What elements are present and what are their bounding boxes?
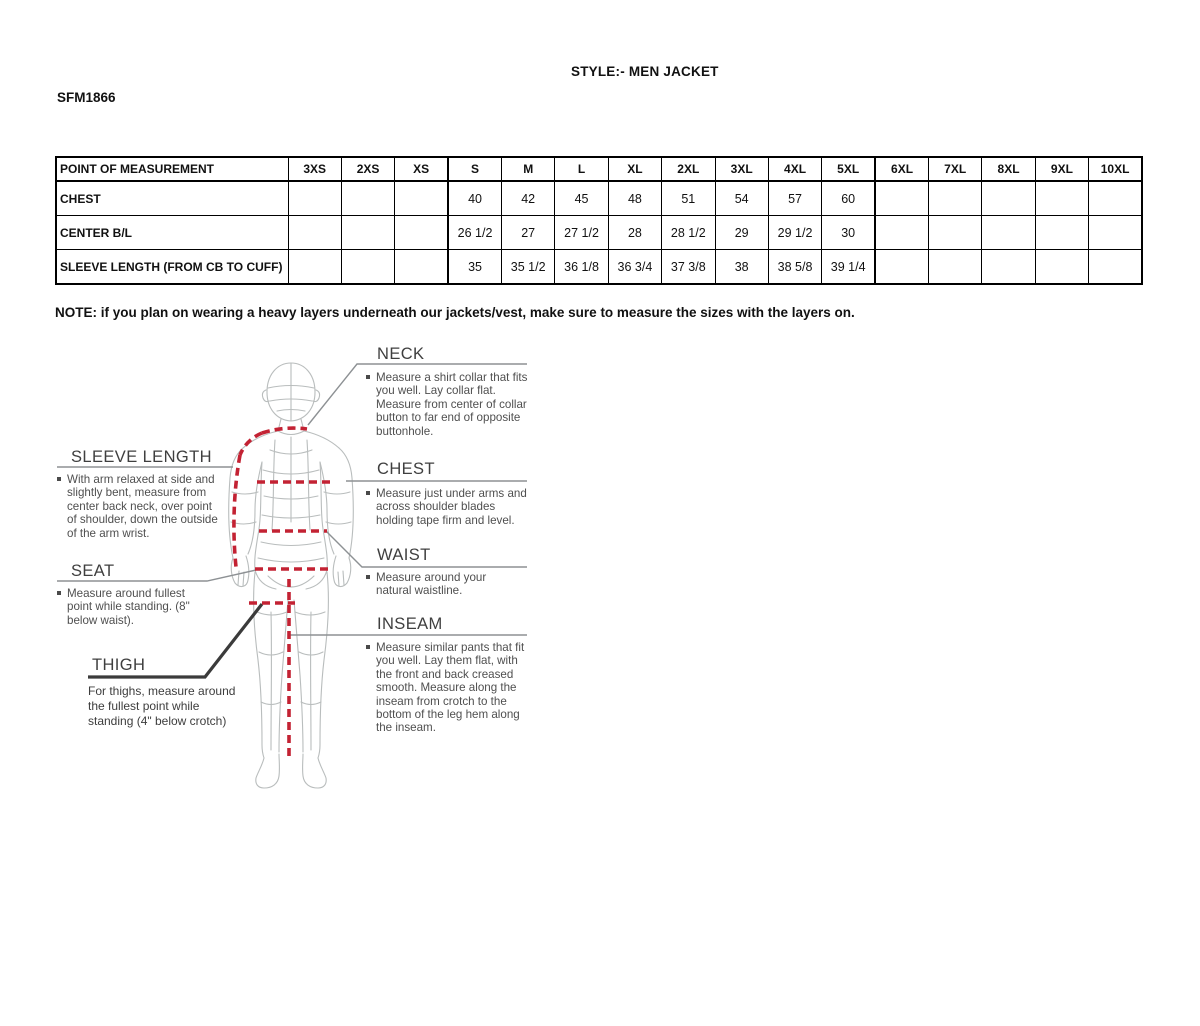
size-cell bbox=[395, 181, 448, 216]
size-cell: 26 1/2 bbox=[448, 216, 501, 250]
column-header: L bbox=[555, 157, 608, 181]
size-cell: 29 bbox=[715, 216, 768, 250]
size-cell: 28 1/2 bbox=[662, 216, 715, 250]
column-header: M bbox=[502, 157, 555, 181]
column-header: 5XL bbox=[822, 157, 875, 181]
size-cell bbox=[341, 216, 394, 250]
size-cell bbox=[288, 250, 341, 285]
size-cell bbox=[875, 216, 928, 250]
size-cell bbox=[341, 181, 394, 216]
size-cell: 29 1/2 bbox=[768, 216, 821, 250]
size-cell bbox=[288, 181, 341, 216]
size-cell: 37 3/8 bbox=[662, 250, 715, 285]
annotation-text: Measure around your natural waistline. bbox=[376, 571, 487, 598]
annotation-text: For thighs, measure around the fullest point while standing (4" below crotch) bbox=[88, 684, 236, 728]
column-header: 8XL bbox=[982, 157, 1035, 181]
size-cell: 42 bbox=[502, 181, 555, 216]
column-header: 9XL bbox=[1035, 157, 1088, 181]
measurement-lines bbox=[234, 428, 331, 757]
size-cell bbox=[341, 250, 394, 285]
bullet-square-icon bbox=[57, 591, 61, 595]
annotation-text: Measure a shirt collar that fits you well. Lay collar flat. Measure from center of collar button to far end of opposite buttonhole. bbox=[376, 371, 528, 438]
neck-heading: NECK bbox=[377, 345, 425, 363]
chest-heading: CHEST bbox=[377, 460, 435, 478]
annotation-text: With arm relaxed at side and slightly bent, measure from center back neck, over point of shoulder, down the outside of the arm wrist. bbox=[67, 473, 218, 540]
thigh-heading: THIGH bbox=[92, 656, 146, 674]
size-cell: 27 bbox=[502, 216, 555, 250]
row-label-cell: CENTER B/L bbox=[56, 216, 288, 250]
size-cell bbox=[982, 181, 1035, 216]
size-cell bbox=[1035, 181, 1088, 216]
column-header: 2XL bbox=[662, 157, 715, 181]
row-label-cell: CHEST bbox=[56, 181, 288, 216]
bullet-square-icon bbox=[366, 645, 370, 649]
size-cell bbox=[929, 181, 982, 216]
bullet-square-icon bbox=[366, 575, 370, 579]
size-cell bbox=[875, 250, 928, 285]
annotation-text: Measure similar pants that fit you well. Lay them flat, with the front and back creased smooth. Measure along the inseam from crotch to the bottom of the leg hem along the inseam. bbox=[376, 641, 525, 735]
size-cell bbox=[875, 181, 928, 216]
column-header: XS bbox=[395, 157, 448, 181]
inseam-description bbox=[366, 641, 530, 735]
bullet-square-icon bbox=[366, 491, 370, 495]
size-cell: 36 3/4 bbox=[608, 250, 661, 285]
column-header: POINT OF MEASUREMENT bbox=[56, 157, 288, 181]
size-cell bbox=[1089, 250, 1142, 285]
size-cell: 45 bbox=[555, 181, 608, 216]
row-label-cell: SLEEVE LENGTH (FROM CB TO CUFF) bbox=[56, 250, 288, 285]
waist-heading: WAIST bbox=[377, 546, 431, 564]
thigh-description bbox=[88, 684, 240, 729]
column-header: 4XL bbox=[768, 157, 821, 181]
size-cell: 54 bbox=[715, 181, 768, 216]
column-header: XL bbox=[608, 157, 661, 181]
size-cell: 39 1/4 bbox=[822, 250, 875, 285]
chest-description bbox=[366, 487, 532, 527]
note-text: NOTE: if you plan on wearing a heavy layers underneath our jackets/vest, make sure to measure the sizes with the layers on. bbox=[55, 305, 855, 320]
size-cell bbox=[395, 216, 448, 250]
size-cell bbox=[288, 216, 341, 250]
size-cell: 51 bbox=[662, 181, 715, 216]
column-header: 3XL bbox=[715, 157, 768, 181]
annotation-text: Measure just under arms and across shoulder blades holding tape firm and level. bbox=[376, 487, 527, 527]
seat-description bbox=[57, 587, 197, 627]
column-header: 6XL bbox=[875, 157, 928, 181]
style-code: SFM1866 bbox=[57, 90, 116, 105]
size-cell bbox=[1035, 250, 1088, 285]
table-row-center-bl bbox=[56, 216, 1142, 250]
size-cell: 30 bbox=[822, 216, 875, 250]
size-cell bbox=[395, 250, 448, 285]
column-header: 2XS bbox=[341, 157, 394, 181]
size-cell: 28 bbox=[608, 216, 661, 250]
size-cell: 38 bbox=[715, 250, 768, 285]
table-row-sleeve-length bbox=[56, 250, 1142, 285]
inseam-heading: INSEAM bbox=[377, 615, 443, 633]
sleeve-length-description bbox=[57, 473, 221, 540]
column-header: 7XL bbox=[929, 157, 982, 181]
size-cell: 60 bbox=[822, 181, 875, 216]
size-table bbox=[55, 156, 1143, 285]
waist-description bbox=[366, 571, 494, 598]
column-header: S bbox=[448, 157, 501, 181]
size-cell bbox=[1089, 181, 1142, 216]
size-cell: 36 1/8 bbox=[555, 250, 608, 285]
size-cell bbox=[982, 250, 1035, 285]
size-cell: 40 bbox=[448, 181, 501, 216]
column-header: 10XL bbox=[1089, 157, 1142, 181]
size-table-header-row bbox=[56, 157, 1142, 181]
column-header: 3XS bbox=[288, 157, 341, 181]
neck-description bbox=[366, 371, 528, 438]
size-cell bbox=[1035, 216, 1088, 250]
size-cell: 35 bbox=[448, 250, 501, 285]
table-row-chest bbox=[56, 181, 1142, 216]
bullet-square-icon bbox=[366, 375, 370, 379]
size-cell bbox=[1089, 216, 1142, 250]
sleeve-length-heading: SLEEVE LENGTH bbox=[71, 448, 212, 466]
size-cell: 48 bbox=[608, 181, 661, 216]
seat-heading: SEAT bbox=[71, 562, 115, 580]
size-cell bbox=[982, 216, 1035, 250]
body-figure bbox=[229, 363, 353, 788]
size-cell: 38 5/8 bbox=[768, 250, 821, 285]
size-cell bbox=[929, 216, 982, 250]
size-cell bbox=[929, 250, 982, 285]
size-cell: 57 bbox=[768, 181, 821, 216]
size-cell: 27 1/2 bbox=[555, 216, 608, 250]
document-title: STYLE:- MEN JACKET bbox=[571, 64, 719, 79]
annotation-text: Measure around fullest point while standing. (8" below waist). bbox=[67, 587, 190, 627]
size-cell: 35 1/2 bbox=[502, 250, 555, 285]
bullet-square-icon bbox=[57, 477, 61, 481]
